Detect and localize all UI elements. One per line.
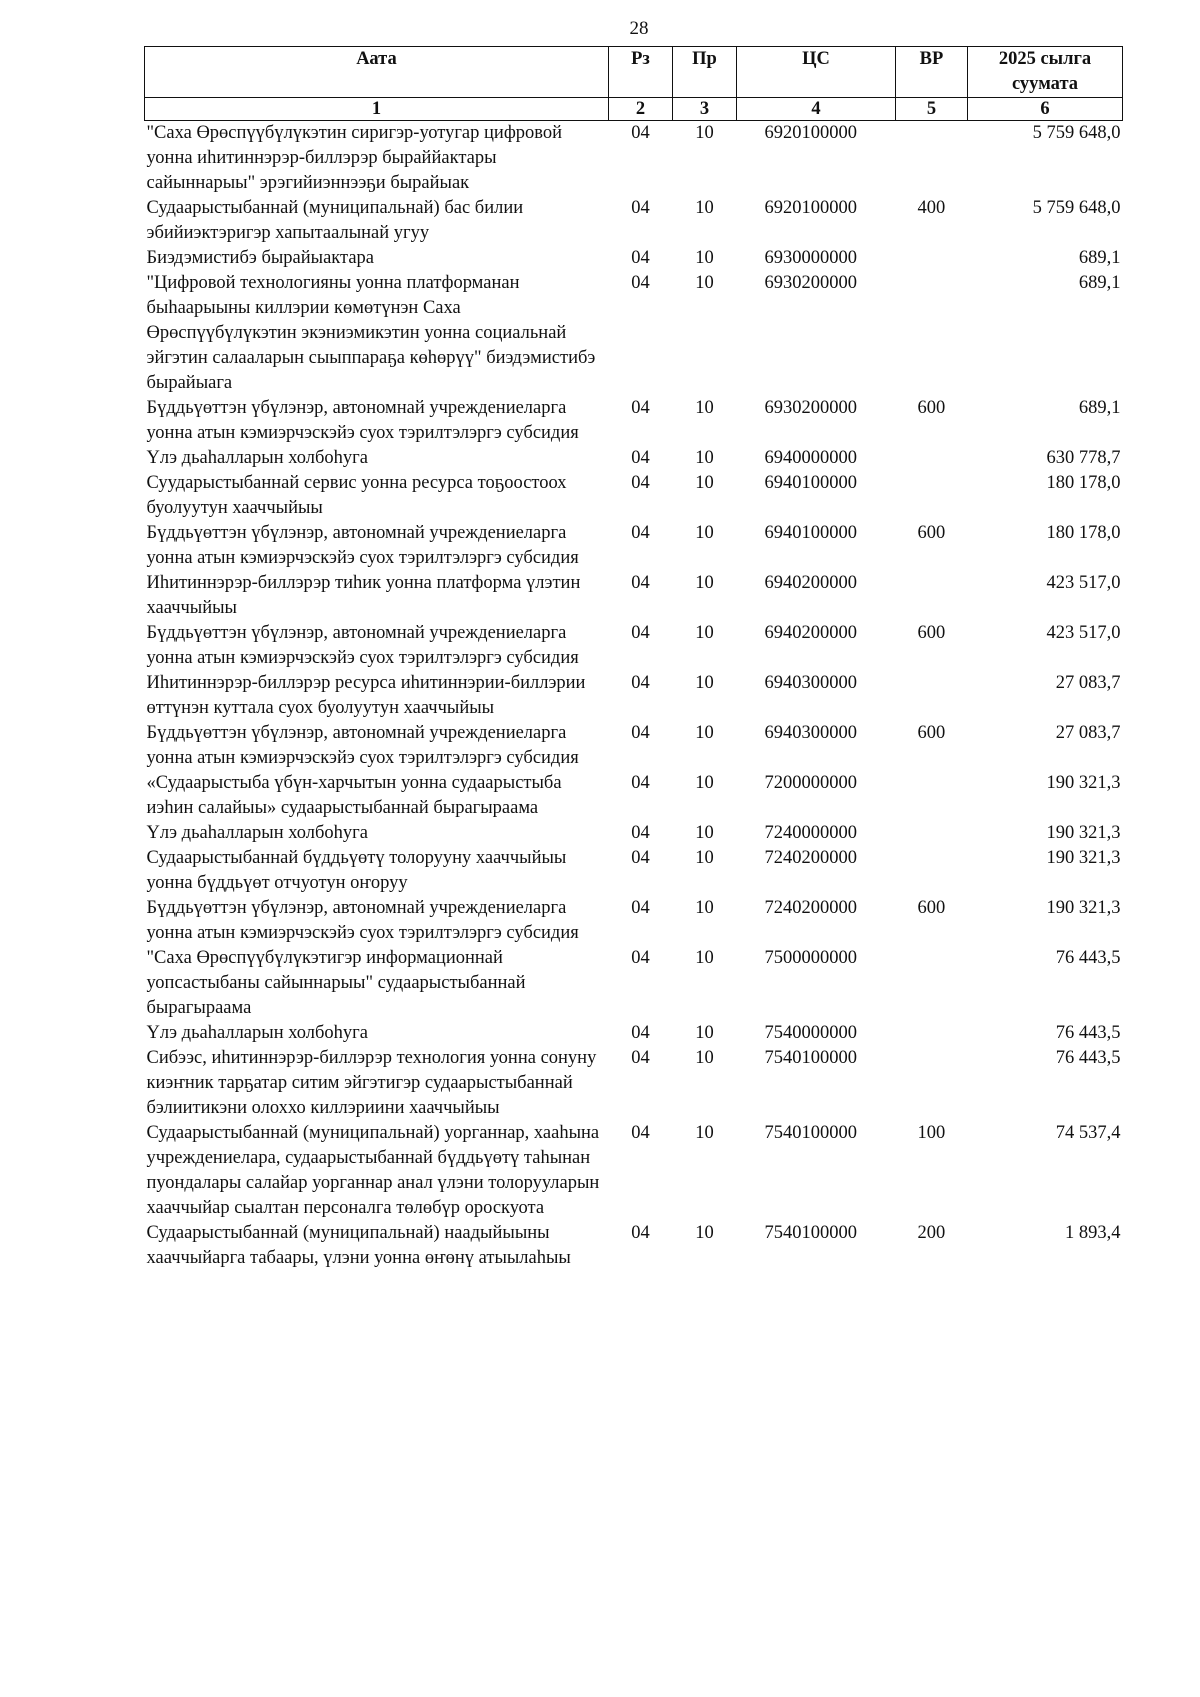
- row-rz: 04: [631, 1223, 650, 1243]
- column-number: 1: [145, 98, 609, 121]
- row-pr: 10: [695, 448, 714, 468]
- row-vr: [896, 121, 968, 197]
- row-name: "Саха Өрөспүүбүлүкэтигэр информационнай уопсастыбаны сайыннарыы" судаарыстыбаннай бырагыраама: [146, 948, 526, 1018]
- row-rz: 04: [631, 948, 650, 968]
- row-name: Судаарыстыбаннай (муниципальнай) бас билии эбийиэктэригэр хапытаалынай угуу: [146, 198, 524, 243]
- row-pr: 10: [695, 673, 714, 693]
- row-name: Судаарыстыбаннай бүддьүөтү толорууну хааччыйыы уонна бүддьүөт отчуотун оҥоруу: [146, 848, 567, 893]
- row-rz: 04: [631, 1048, 650, 1068]
- row-sum: 76 443,5: [1055, 1023, 1121, 1043]
- row-rz: 04: [631, 773, 650, 793]
- row-cs: 6920100000: [764, 123, 857, 143]
- row-pr: 10: [695, 573, 714, 593]
- row-vr: 600: [917, 523, 946, 543]
- row-sum: 27 083,7: [1055, 673, 1121, 693]
- row-sum: 5 759 648,0: [1032, 123, 1121, 143]
- row-vr: 600: [917, 898, 946, 918]
- table-row: [145, 121, 1123, 197]
- row-cs: 6940200000: [764, 623, 857, 643]
- row-vr: 600: [917, 723, 946, 743]
- row-name: Бүддьүөттэн үбүлэнэр, автономнай учреждениеларга уонна атын кэмиэрчэскэйэ суох тэрилтэлэргэ субсидия: [146, 898, 579, 943]
- row-name: "Цифровой технологияны уонна платформанан быһаарыыны киллэрии көмөтүнэн Саха Өрөспүүбүлүкэтин экэниэмикэтин уонна социальнай эйгэтин салааларын сыыппараҕа көһөрүү" биэдэмистибэ бырайыага: [146, 273, 596, 393]
- row-name: Иһитиннэрэр-биллэрэр тиһик уонна платформа үлэтин хааччыйыы: [146, 573, 581, 618]
- row-vr: [896, 571, 968, 621]
- row-vr: 600: [917, 398, 946, 418]
- row-cs: 6930200000: [764, 398, 857, 418]
- row-sum: 190 321,3: [1046, 823, 1121, 843]
- row-pr: 10: [695, 398, 714, 418]
- row-rz: 04: [631, 573, 650, 593]
- row-pr: 10: [695, 948, 714, 968]
- row-pr: 10: [695, 898, 714, 918]
- row-rz: 04: [631, 273, 650, 293]
- row-sum: 5 759 648,0: [1032, 198, 1121, 218]
- row-pr: 10: [695, 848, 714, 868]
- row-cs: 6940000000: [764, 448, 857, 468]
- row-rz: 04: [631, 823, 650, 843]
- row-name: Үлэ дьаһалларын холбоһуга: [146, 1023, 368, 1043]
- row-pr: 10: [695, 1023, 714, 1043]
- row-vr: [896, 771, 968, 821]
- row-rz: 04: [631, 198, 650, 218]
- row-pr: 10: [695, 823, 714, 843]
- row-rz: 04: [631, 898, 650, 918]
- row-sum: 689,1: [1078, 248, 1121, 268]
- row-vr: 200: [917, 1223, 946, 1243]
- table-row: [145, 396, 1123, 446]
- row-cs: 7240000000: [764, 823, 857, 843]
- table-row: [145, 1021, 1123, 1046]
- row-cs: 6940100000: [764, 523, 857, 543]
- row-sum: 74 537,4: [1055, 1123, 1121, 1143]
- row-rz: 04: [631, 473, 650, 493]
- row-sum: 27 083,7: [1055, 723, 1121, 743]
- header-sum: 2025 сылга суумата: [968, 47, 1123, 98]
- row-rz: 04: [631, 848, 650, 868]
- row-pr: 10: [695, 523, 714, 543]
- row-sum: 630 778,7: [1046, 448, 1121, 468]
- row-vr: [896, 946, 968, 1021]
- row-vr: [896, 1021, 968, 1046]
- row-pr: 10: [695, 1223, 714, 1243]
- row-cs: 7540000000: [764, 1023, 857, 1043]
- row-name: Суударыстыбаннай сервис уонна ресурса тоҕоостоох буолуутун хааччыйыы: [146, 473, 567, 518]
- row-cs: 7540100000: [764, 1048, 857, 1068]
- column-number: 4: [737, 98, 896, 121]
- table-row: [145, 471, 1123, 521]
- header-cs: ЦС: [737, 47, 896, 98]
- row-rz: 04: [631, 1023, 650, 1043]
- column-number: 6: [968, 98, 1123, 121]
- row-cs: 6940300000: [764, 723, 857, 743]
- row-vr: 400: [917, 198, 946, 218]
- row-name: Иһитиннэрэр-биллэрэр ресурса иһитиннэрии-биллэрии өттүнэн куттала суох буолуутун хааччыйыы: [146, 673, 586, 718]
- row-sum: 689,1: [1078, 273, 1121, 293]
- row-cs: 6930200000: [764, 273, 857, 293]
- table-row: [145, 246, 1123, 271]
- row-rz: 04: [631, 723, 650, 743]
- row-rz: 04: [631, 1123, 650, 1143]
- column-number: 2: [609, 98, 673, 121]
- row-rz: 04: [631, 523, 650, 543]
- table-row: [145, 196, 1123, 246]
- budget-table: [144, 46, 1123, 1271]
- header-pr: Пр: [673, 47, 737, 98]
- row-name: Биэдэмистибэ бырайыактара: [146, 248, 375, 268]
- row-name: Сибээс, иһитиннэрэр-биллэрэр технология уонна сонуну киэҥник тарҕатар ситим эйгэтигэр судаарыстыбаннай бэлиитикэни олоххо киллэриини хааччыйыы: [146, 1048, 597, 1118]
- row-cs: 6930000000: [764, 248, 857, 268]
- row-vr: 600: [917, 623, 946, 643]
- header-vr: ВР: [896, 47, 968, 98]
- row-cs: 6940200000: [764, 573, 857, 593]
- row-rz: 04: [631, 248, 650, 268]
- row-vr: [896, 846, 968, 896]
- table-row: [145, 521, 1123, 571]
- row-name: Үлэ дьаһалларын холбоһуга: [146, 823, 368, 843]
- row-pr: 10: [695, 273, 714, 293]
- row-name: Үлэ дьаһалларын холбоһуга: [146, 448, 368, 468]
- header-rz: Рз: [609, 47, 673, 98]
- table-row: [145, 821, 1123, 846]
- table-row: [145, 1121, 1123, 1221]
- table-header-row: [145, 47, 1123, 98]
- row-name: Судаарыстыбаннай (муниципальнай) уорганнар, хааһына учреждениелара, судаарыстыбаннай бүддьүөтү таһынан пуондалары салайар уорганнар анал үлэни толорууларын хааччыйар сыалтан персоналга төлөбүр ороскуота: [146, 1123, 600, 1218]
- table-row: [145, 271, 1123, 396]
- row-sum: 423 517,0: [1046, 573, 1121, 593]
- row-pr: 10: [695, 248, 714, 268]
- row-pr: 10: [695, 198, 714, 218]
- row-vr: [896, 271, 968, 396]
- table-row: [145, 771, 1123, 821]
- row-vr: [896, 1046, 968, 1121]
- table-row: [145, 946, 1123, 1021]
- table-row: [145, 846, 1123, 896]
- row-pr: 10: [695, 123, 714, 143]
- row-name: Бүддьүөттэн үбүлэнэр, автономнай учреждениеларга уонна атын кэмиэрчэскэйэ суох тэрилтэлэргэ субсидия: [146, 523, 579, 568]
- row-cs: 7500000000: [764, 948, 857, 968]
- table-row: [145, 621, 1123, 671]
- table-row: [145, 1221, 1123, 1271]
- table-row: [145, 571, 1123, 621]
- row-name: Бүддьүөттэн үбүлэнэр, автономнай учреждениеларга уонна атын кэмиэрчэскэйэ суох тэрилтэлэргэ субсидия: [146, 723, 579, 768]
- row-sum: 76 443,5: [1055, 1048, 1121, 1068]
- table-row: [145, 1046, 1123, 1121]
- row-pr: 10: [695, 1048, 714, 1068]
- row-vr: [896, 246, 968, 271]
- row-cs: 7200000000: [764, 773, 857, 793]
- page-number: 28: [629, 18, 649, 39]
- row-name: «Судаарыстыба үбүн-харчытын уонна судаарыстыба иэһин салайыы» судаарыстыбаннай бырагыраама: [146, 773, 562, 818]
- table-row: [145, 446, 1123, 471]
- row-cs: 7240200000: [764, 848, 857, 868]
- row-sum: 423 517,0: [1046, 623, 1121, 643]
- row-cs: 6940100000: [764, 473, 857, 493]
- row-pr: 10: [695, 723, 714, 743]
- row-sum: 190 321,3: [1046, 898, 1121, 918]
- row-sum: 1 893,4: [1065, 1223, 1121, 1243]
- column-number: 5: [896, 98, 968, 121]
- row-pr: 10: [695, 473, 714, 493]
- row-sum: 689,1: [1078, 398, 1121, 418]
- row-sum: 180 178,0: [1046, 473, 1121, 493]
- table-row: [145, 721, 1123, 771]
- row-sum: 190 321,3: [1046, 773, 1121, 793]
- table-row: [145, 896, 1123, 946]
- row-rz: 04: [631, 398, 650, 418]
- header-name: Аата: [145, 47, 609, 98]
- row-name: Бүддьүөттэн үбүлэнэр, автономнай учреждениеларга уонна атын кэмиэрчэскэйэ суох тэрилтэлэргэ субсидия: [146, 398, 579, 443]
- row-pr: 10: [695, 773, 714, 793]
- row-cs: 7540100000: [764, 1123, 857, 1143]
- row-sum: 190 321,3: [1046, 848, 1121, 868]
- row-pr: 10: [695, 623, 714, 643]
- row-pr: 10: [695, 1123, 714, 1143]
- row-name: "Саха Өрөспүүбүлүкэтин сиригэр-уотугар цифровой уонна иһитиннэрэр-биллэрэр быраййактары сайыннарыы" эрэгийиэннээҕи бырайыак: [146, 123, 563, 193]
- table-row: [145, 671, 1123, 721]
- row-vr: [896, 446, 968, 471]
- row-rz: 04: [631, 673, 650, 693]
- row-sum: 76 443,5: [1055, 948, 1121, 968]
- row-name: Бүддьүөттэн үбүлэнэр, автономнай учреждениеларга уонна атын кэмиэрчэскэйэ суох тэрилтэлэргэ субсидия: [146, 623, 579, 668]
- row-rz: 04: [631, 623, 650, 643]
- row-rz: 04: [631, 448, 650, 468]
- row-cs: 7240200000: [764, 898, 857, 918]
- row-cs: 6940300000: [764, 673, 857, 693]
- row-vr: 100: [917, 1123, 946, 1143]
- row-sum: 180 178,0: [1046, 523, 1121, 543]
- column-number: 3: [673, 98, 737, 121]
- row-vr: [896, 821, 968, 846]
- row-vr: [896, 671, 968, 721]
- row-vr: [896, 471, 968, 521]
- column-number-row: [145, 98, 1123, 121]
- row-cs: 6920100000: [764, 198, 857, 218]
- row-name: Судаарыстыбаннай (муниципальнай) наадыйыыны хааччыйарга табаары, үлэни уонна өҥөнү атыылаһыы: [146, 1223, 571, 1268]
- row-cs: 7540100000: [764, 1223, 857, 1243]
- row-rz: 04: [631, 123, 650, 143]
